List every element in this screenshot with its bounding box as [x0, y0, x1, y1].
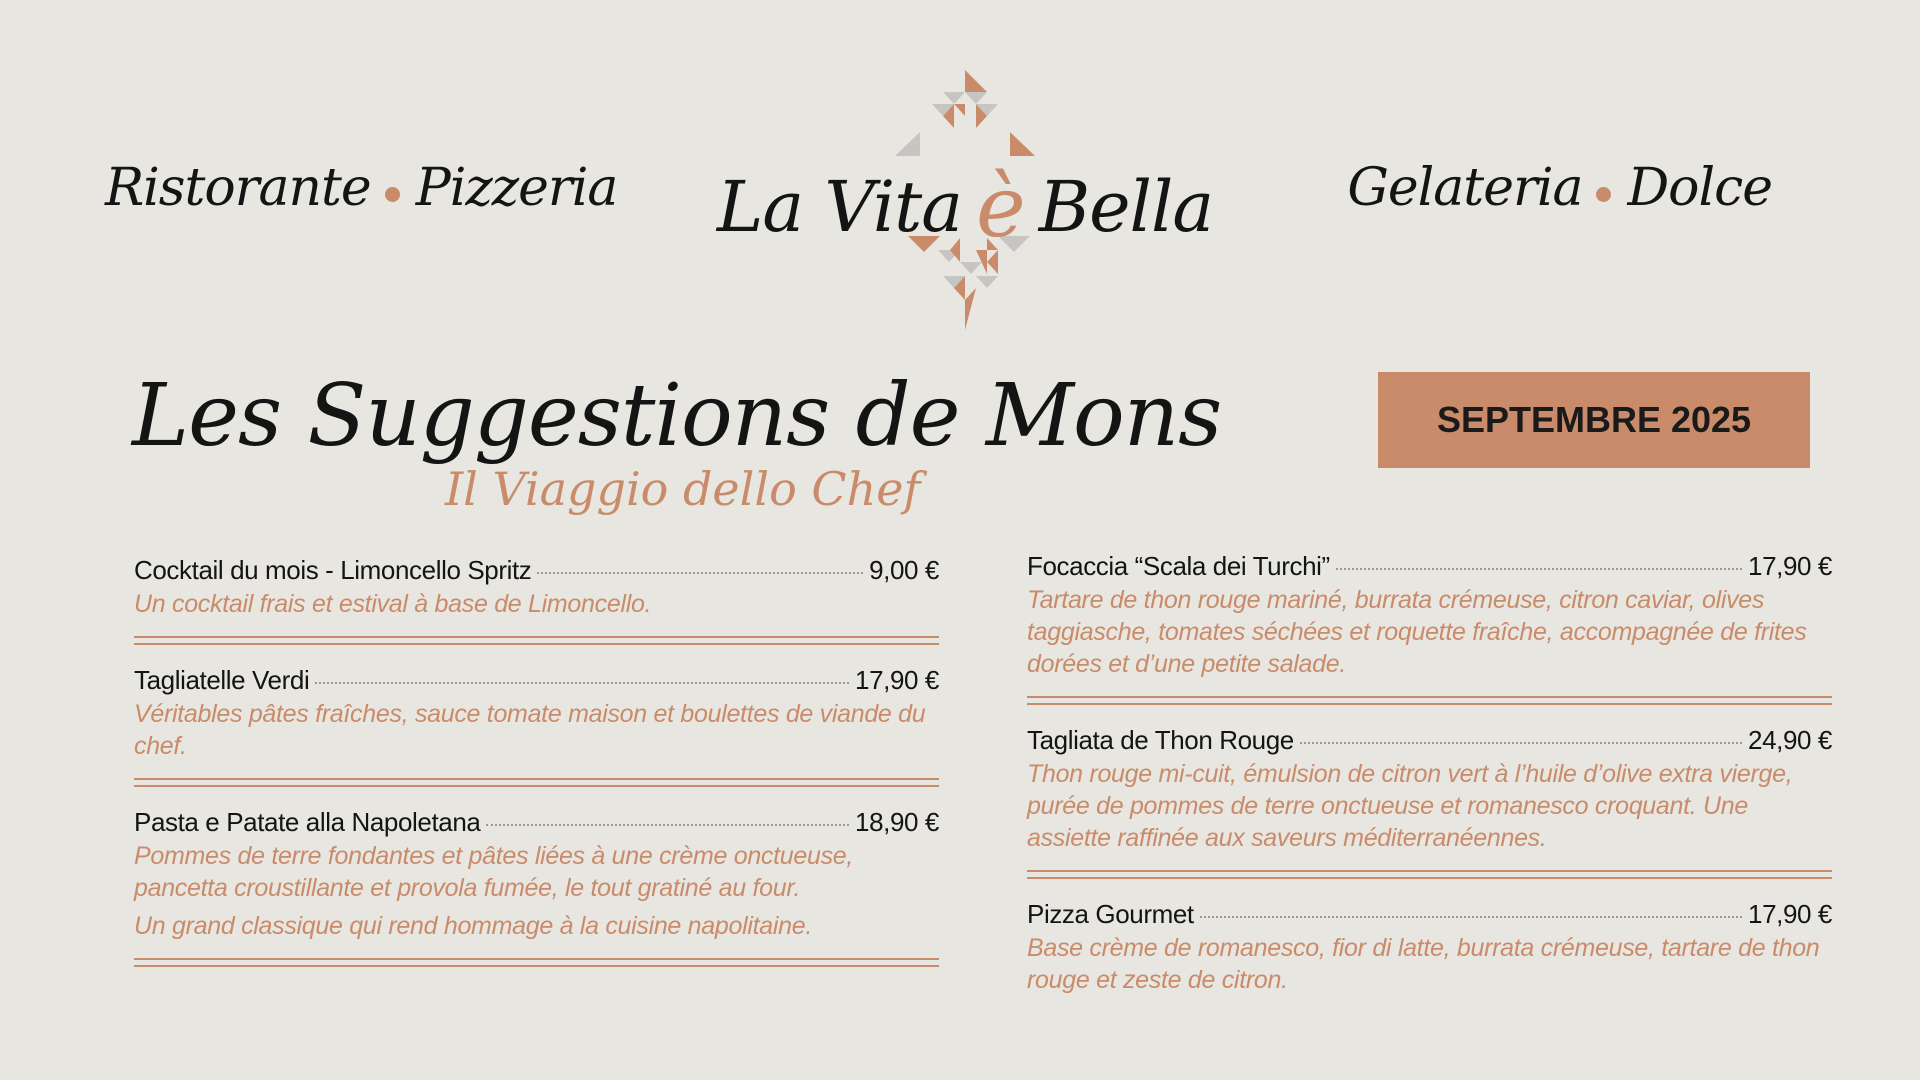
dot-leader [537, 572, 863, 574]
logo-e: è [975, 158, 1025, 256]
menu-item [134, 807, 939, 967]
menu-item [1027, 725, 1832, 879]
menu-item [1027, 551, 1832, 705]
header-pizzeria: Pizzeria [415, 158, 618, 218]
header-gelateria: Gelateria [1347, 158, 1583, 218]
menu-item [134, 555, 939, 645]
header-dolce: Dolce [1627, 158, 1772, 218]
divider [134, 958, 939, 967]
divider [134, 778, 939, 787]
item-price: 17,90 € [855, 665, 939, 695]
item-name: Focaccia “Scala dei Turchi” [1027, 551, 1330, 581]
item-name: Tagliatelle Verdi [134, 665, 310, 695]
month-badge [1378, 372, 1810, 468]
dot-leader [1200, 916, 1742, 918]
item-description-note: Un grand classique qui rend hommage à la cuisine napolitaine. [134, 912, 812, 940]
item-price: 9,00 € [869, 555, 939, 585]
divider [1027, 696, 1832, 705]
dot-leader [1336, 568, 1742, 570]
item-name: Pasta e Patate alla Napoletana [134, 807, 481, 837]
dot-leader [1300, 742, 1742, 744]
item-name: Pizza Gourmet [1027, 899, 1194, 929]
menu-item [1027, 899, 1832, 996]
item-name: Cocktail du mois - Limoncello Spritz [134, 555, 532, 585]
item-description: Thon rouge mi-cuit, émulsion de citron vert à l’huile d’olive extra vierge, purée de pommes de terre onctueuse et romanesco croquant. Une assiette raffinée aux saveurs méditerranéennes. [1027, 760, 1793, 852]
header-gelateria-dolce [1347, 158, 1772, 218]
menu-column-right [1027, 551, 1832, 996]
logo-name [680, 158, 1250, 256]
divider [1027, 870, 1832, 879]
menu-item [134, 665, 939, 787]
item-description: Véritables pâtes fraîches, sauce tomate maison et boulettes de viande du chef. [134, 700, 926, 760]
month-label: SEPTEMBRE 2025 [1436, 399, 1752, 440]
item-price: 17,90 € [1748, 899, 1832, 929]
item-description: Pommes de terre fondantes et pâtes liées à une crème onctueuse, pancetta croustillante et provola fumée, le tout gratiné au four. [134, 842, 854, 902]
header-ristorante: Ristorante [105, 158, 371, 218]
item-name: Tagliata de Thon Rouge [1027, 725, 1294, 755]
item-description: Tartare de thon rouge mariné, burrata crémeuse, citron caviar, olives taggiasche, tomates séchées et roquette fraîche, accompagnée de frites dorées et d’une petite salade. [1027, 586, 1807, 678]
separator-dot [385, 187, 400, 202]
item-price: 17,90 € [1748, 551, 1832, 581]
item-description: Base crème de romanesco, fior di latte, burrata crémeuse, tartare de thon rouge et zeste de citron. [1027, 934, 1820, 994]
logo-bella: Bella [1038, 166, 1214, 248]
divider [134, 636, 939, 645]
dot-leader [315, 682, 849, 684]
page-subtitle: Il Viaggio dello Chef [445, 462, 921, 516]
page-title: Les Suggestions de Mons [132, 366, 1222, 466]
header-ristorante-pizzeria [105, 158, 617, 218]
separator-dot [1596, 187, 1611, 202]
item-price: 24,90 € [1748, 725, 1832, 755]
restaurant-logo [680, 70, 1250, 330]
item-description: Un cocktail frais et estival à base de Limoncello. [134, 590, 652, 618]
item-price: 18,90 € [855, 807, 939, 837]
dot-leader [486, 824, 849, 826]
logo-la-vita: La Vita [716, 166, 962, 248]
menu-column-left [134, 555, 939, 987]
